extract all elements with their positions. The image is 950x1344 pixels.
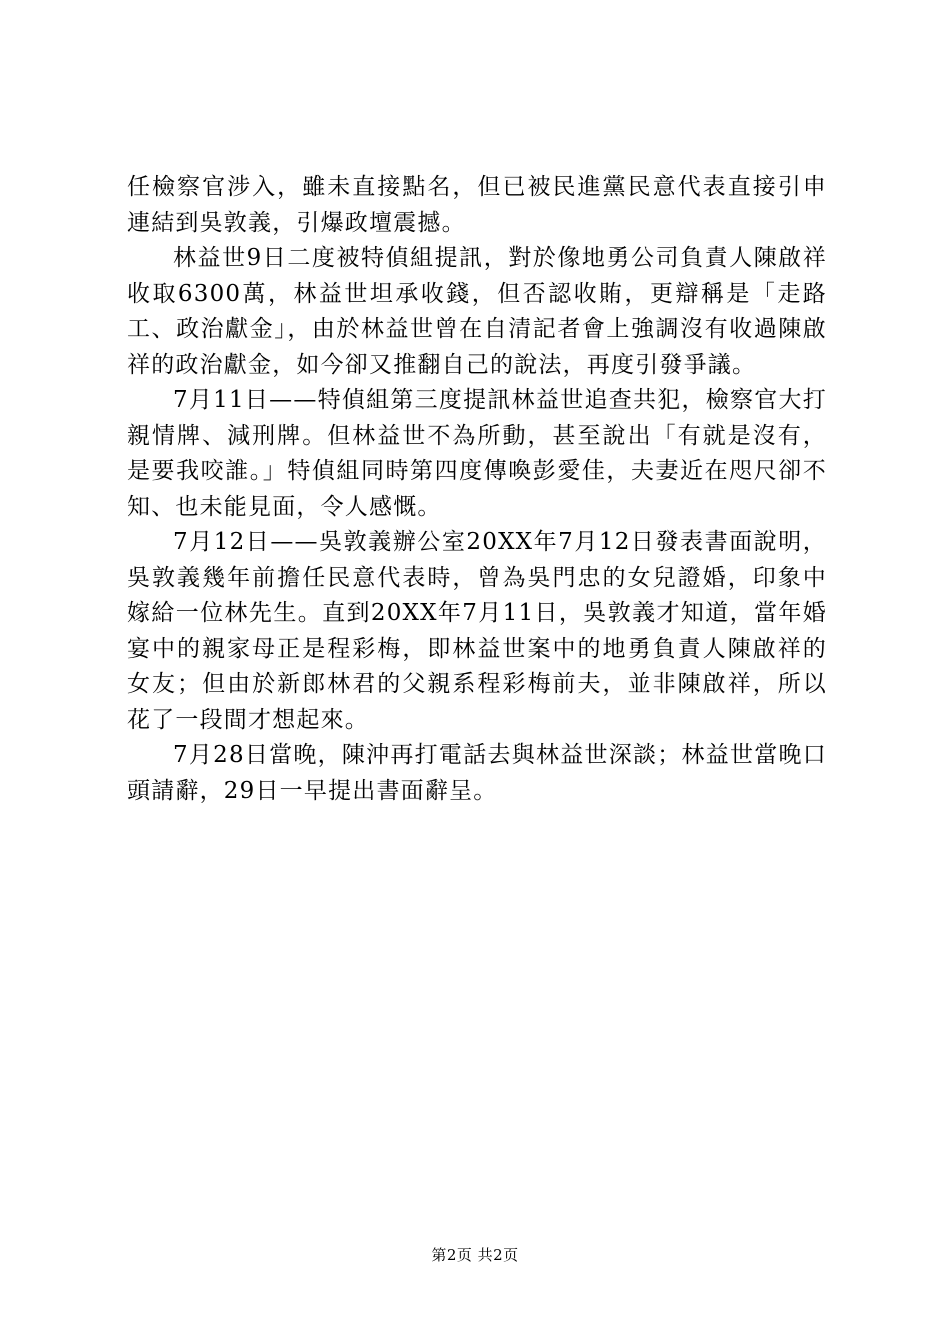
paragraph-july-28: 7月28日當晚，陳沖再打電話去與林益世深談；林益世當晚口頭請辭，29日一早提出書面辭呈。 xyxy=(127,742,827,804)
paragraph-continuation: 任檢察官涉入，雖未直接點名，但已被民進黨民意代表直接引申連結到吳敦義，引爆政壇震撼。 xyxy=(127,174,827,236)
document-body xyxy=(127,170,827,809)
paragraph-lin-second-interrogation: 林益世9日二度被特偵組提訊，對於像地勇公司負責人陳啟祥收取6300萬，林益世坦承收錢，但否認收賄，更辯稱是「走路工、政治獻金」，由於林益世曾在自清記者會上強調沒有收過陳啟祥的政治獻金，如今卻又推翻自己的說法，再度引發爭議。 xyxy=(127,245,827,378)
paragraph-july-12: 7月12日——吳敦義辦公室20XX年7月12日發表書面說明，吳敦義幾年前擔任民意代表時，曾為吳門忠的女兒證婚，印象中嫁給一位林先生。直到20XX年7月11日，吳敦義才知道，當年婚宴中的親家母正是程彩梅，即林益世案中的地勇負責人陳啟祥的女友；但由於新郎林君的父親系程彩梅前夫，並非陳啟祥，所以花了一段間才想起來。 xyxy=(127,529,827,733)
paragraph-july-11: 7月11日——特偵組第三度提訊林益世追查共犯，檢察官大打親情牌、減刑牌。但林益世不為所動，甚至說出「有就是沒有，是要我咬誰。」特偵組同時第四度傳喚彭愛佳，夫妻近在咫尺卻不知、也未能見面，令人感慨。 xyxy=(127,387,827,520)
page-number-footer: 第2页 共2页 xyxy=(431,1246,519,1264)
